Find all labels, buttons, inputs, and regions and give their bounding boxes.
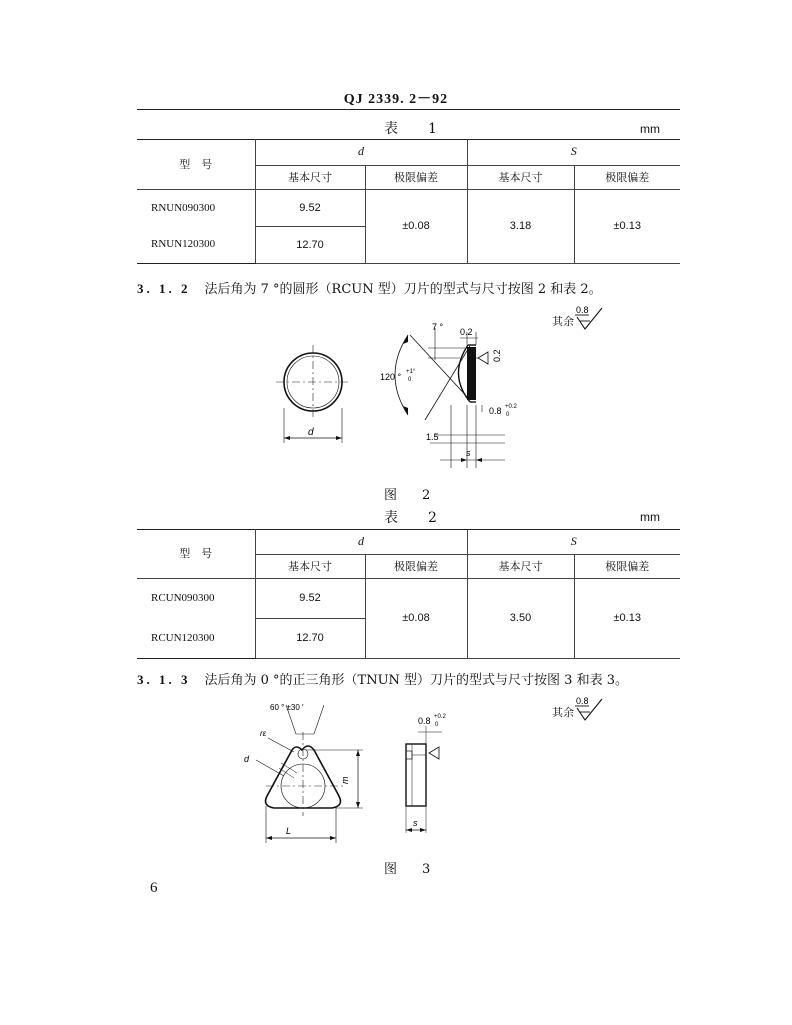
table2-sub-tol-d: 极限偏差: [365, 554, 467, 578]
fig2-label-r08-tol-hi: +0.2: [505, 404, 517, 410]
table1-header-s: S: [467, 139, 680, 165]
fig2-label-dim15: 1.5: [426, 432, 439, 442]
table1-sub-tol-d: 极限偏差: [365, 165, 467, 189]
fig3-label-m: m: [340, 776, 350, 784]
table2-caption: 表 2: [384, 510, 445, 526]
section-3-1-3: [137, 669, 628, 688]
fig3-label-s: s: [413, 818, 418, 828]
table2-sub-basic-d: 基本尺寸: [255, 554, 365, 578]
fig3-label-L: L: [286, 826, 292, 836]
fig3-label-d: d: [244, 754, 250, 764]
fig2-roughness-value: 0.8: [576, 305, 589, 315]
fig2-roughness-symbol: [572, 302, 608, 332]
section-number: 3. 1. 3: [137, 672, 191, 687]
table1-sub-tol-s: 极限偏差: [574, 165, 680, 189]
fig3-label-angle60: 60 ° ±30 ′: [270, 703, 304, 712]
fig2-label-angle120-tol-hi: +1°: [406, 369, 416, 375]
section-text: 法后角为 7 °的圆形（RCUN 型）刀片的型式与尺寸按图 2 和表 2。: [204, 282, 602, 297]
table2-d-tolerance: ±0.08: [365, 578, 467, 658]
table1-row-d: 12.70: [255, 226, 365, 263]
table1-header-model: 型 号: [137, 139, 255, 189]
table2-sub-basic-s: 基本尺寸: [467, 554, 574, 578]
section-3-1-2: [137, 278, 602, 297]
fig2-label-angle120: 120 °: [380, 372, 402, 382]
table1-s-basic: 3.18: [467, 189, 574, 263]
figure3-caption: 图 3: [384, 862, 437, 877]
table2-row-model: RCUN090300: [137, 578, 255, 618]
table1-unit: mm: [640, 122, 660, 136]
table2-row-d: 9.52: [255, 578, 365, 618]
fig2-round-insert: [276, 345, 350, 443]
document-code: QJ 2339. 2－92: [343, 92, 449, 107]
table1: [137, 139, 680, 264]
page-number: 6: [150, 880, 158, 896]
figure2-drawing: [260, 300, 540, 475]
table2-header-s: S: [467, 529, 680, 554]
fig2-section-view: [380, 322, 518, 468]
table2: [137, 529, 680, 659]
table1-row-model: RNUN120300: [137, 226, 255, 263]
table2-header-d: d: [255, 529, 467, 554]
table2-s-tolerance: ±0.13: [574, 578, 680, 658]
section-text: 法后角为 0 °的正三角形（TNUN 型）刀片的型式与尺寸按图 3 和表 3。: [204, 673, 628, 688]
table2-unit: mm: [640, 510, 660, 524]
table1-sub-basic-s: 基本尺寸: [467, 165, 574, 189]
fig2-label-r08: 0.8: [489, 406, 502, 416]
fig2-label-angle7: 7 °: [432, 322, 444, 332]
fig3-label-r08-tol-lo: 0: [435, 722, 439, 728]
table1-row-d: 9.52: [255, 189, 365, 226]
table2-s-basic: 3.50: [467, 578, 574, 658]
table2-header-model: 型 号: [137, 529, 255, 578]
figure3-drawing: [236, 698, 476, 850]
fig3-triangle-insert: [244, 703, 363, 843]
table1-header-d: d: [255, 139, 467, 165]
fig3-roughness-value: 0.8: [576, 696, 589, 706]
table2-sub-tol-s: 极限偏差: [574, 554, 680, 578]
fig2-roughness-label: 其余: [552, 315, 574, 328]
table1-sub-basic-d: 基本尺寸: [255, 165, 365, 189]
fig2-label-angle120-tol-lo: 0: [408, 377, 412, 383]
fig3-label-r08-tol-hi: +0.2: [434, 714, 446, 720]
header-rule: [137, 109, 680, 110]
fig2-label-top02: 0.2: [460, 327, 473, 337]
fig3-side-view: [406, 714, 447, 833]
table2-row-model: RCUN120300: [137, 618, 255, 658]
fig3-label-re: rε: [260, 729, 267, 738]
section-number: 3. 1. 2: [137, 281, 191, 296]
fig2-label-r08-tol-lo: 0: [506, 412, 510, 418]
figure2-caption: 图 2: [384, 488, 437, 503]
table1-caption: 表 1: [384, 121, 445, 137]
fig3-roughness-symbol: [572, 693, 608, 723]
table1-s-tolerance: ±0.13: [574, 189, 680, 263]
table1-d-tolerance: ±0.08: [365, 189, 467, 263]
fig2-label-s: s: [466, 448, 471, 458]
fig2-label-d: d: [308, 427, 314, 438]
fig3-label-r08: 0.8: [418, 716, 431, 726]
fig3-roughness-label: 其余: [552, 706, 574, 719]
fig2-label-side02: 0.2: [492, 349, 502, 362]
table1-row-model: RNUN090300: [137, 189, 255, 226]
table2-row-d: 12.70: [255, 618, 365, 658]
